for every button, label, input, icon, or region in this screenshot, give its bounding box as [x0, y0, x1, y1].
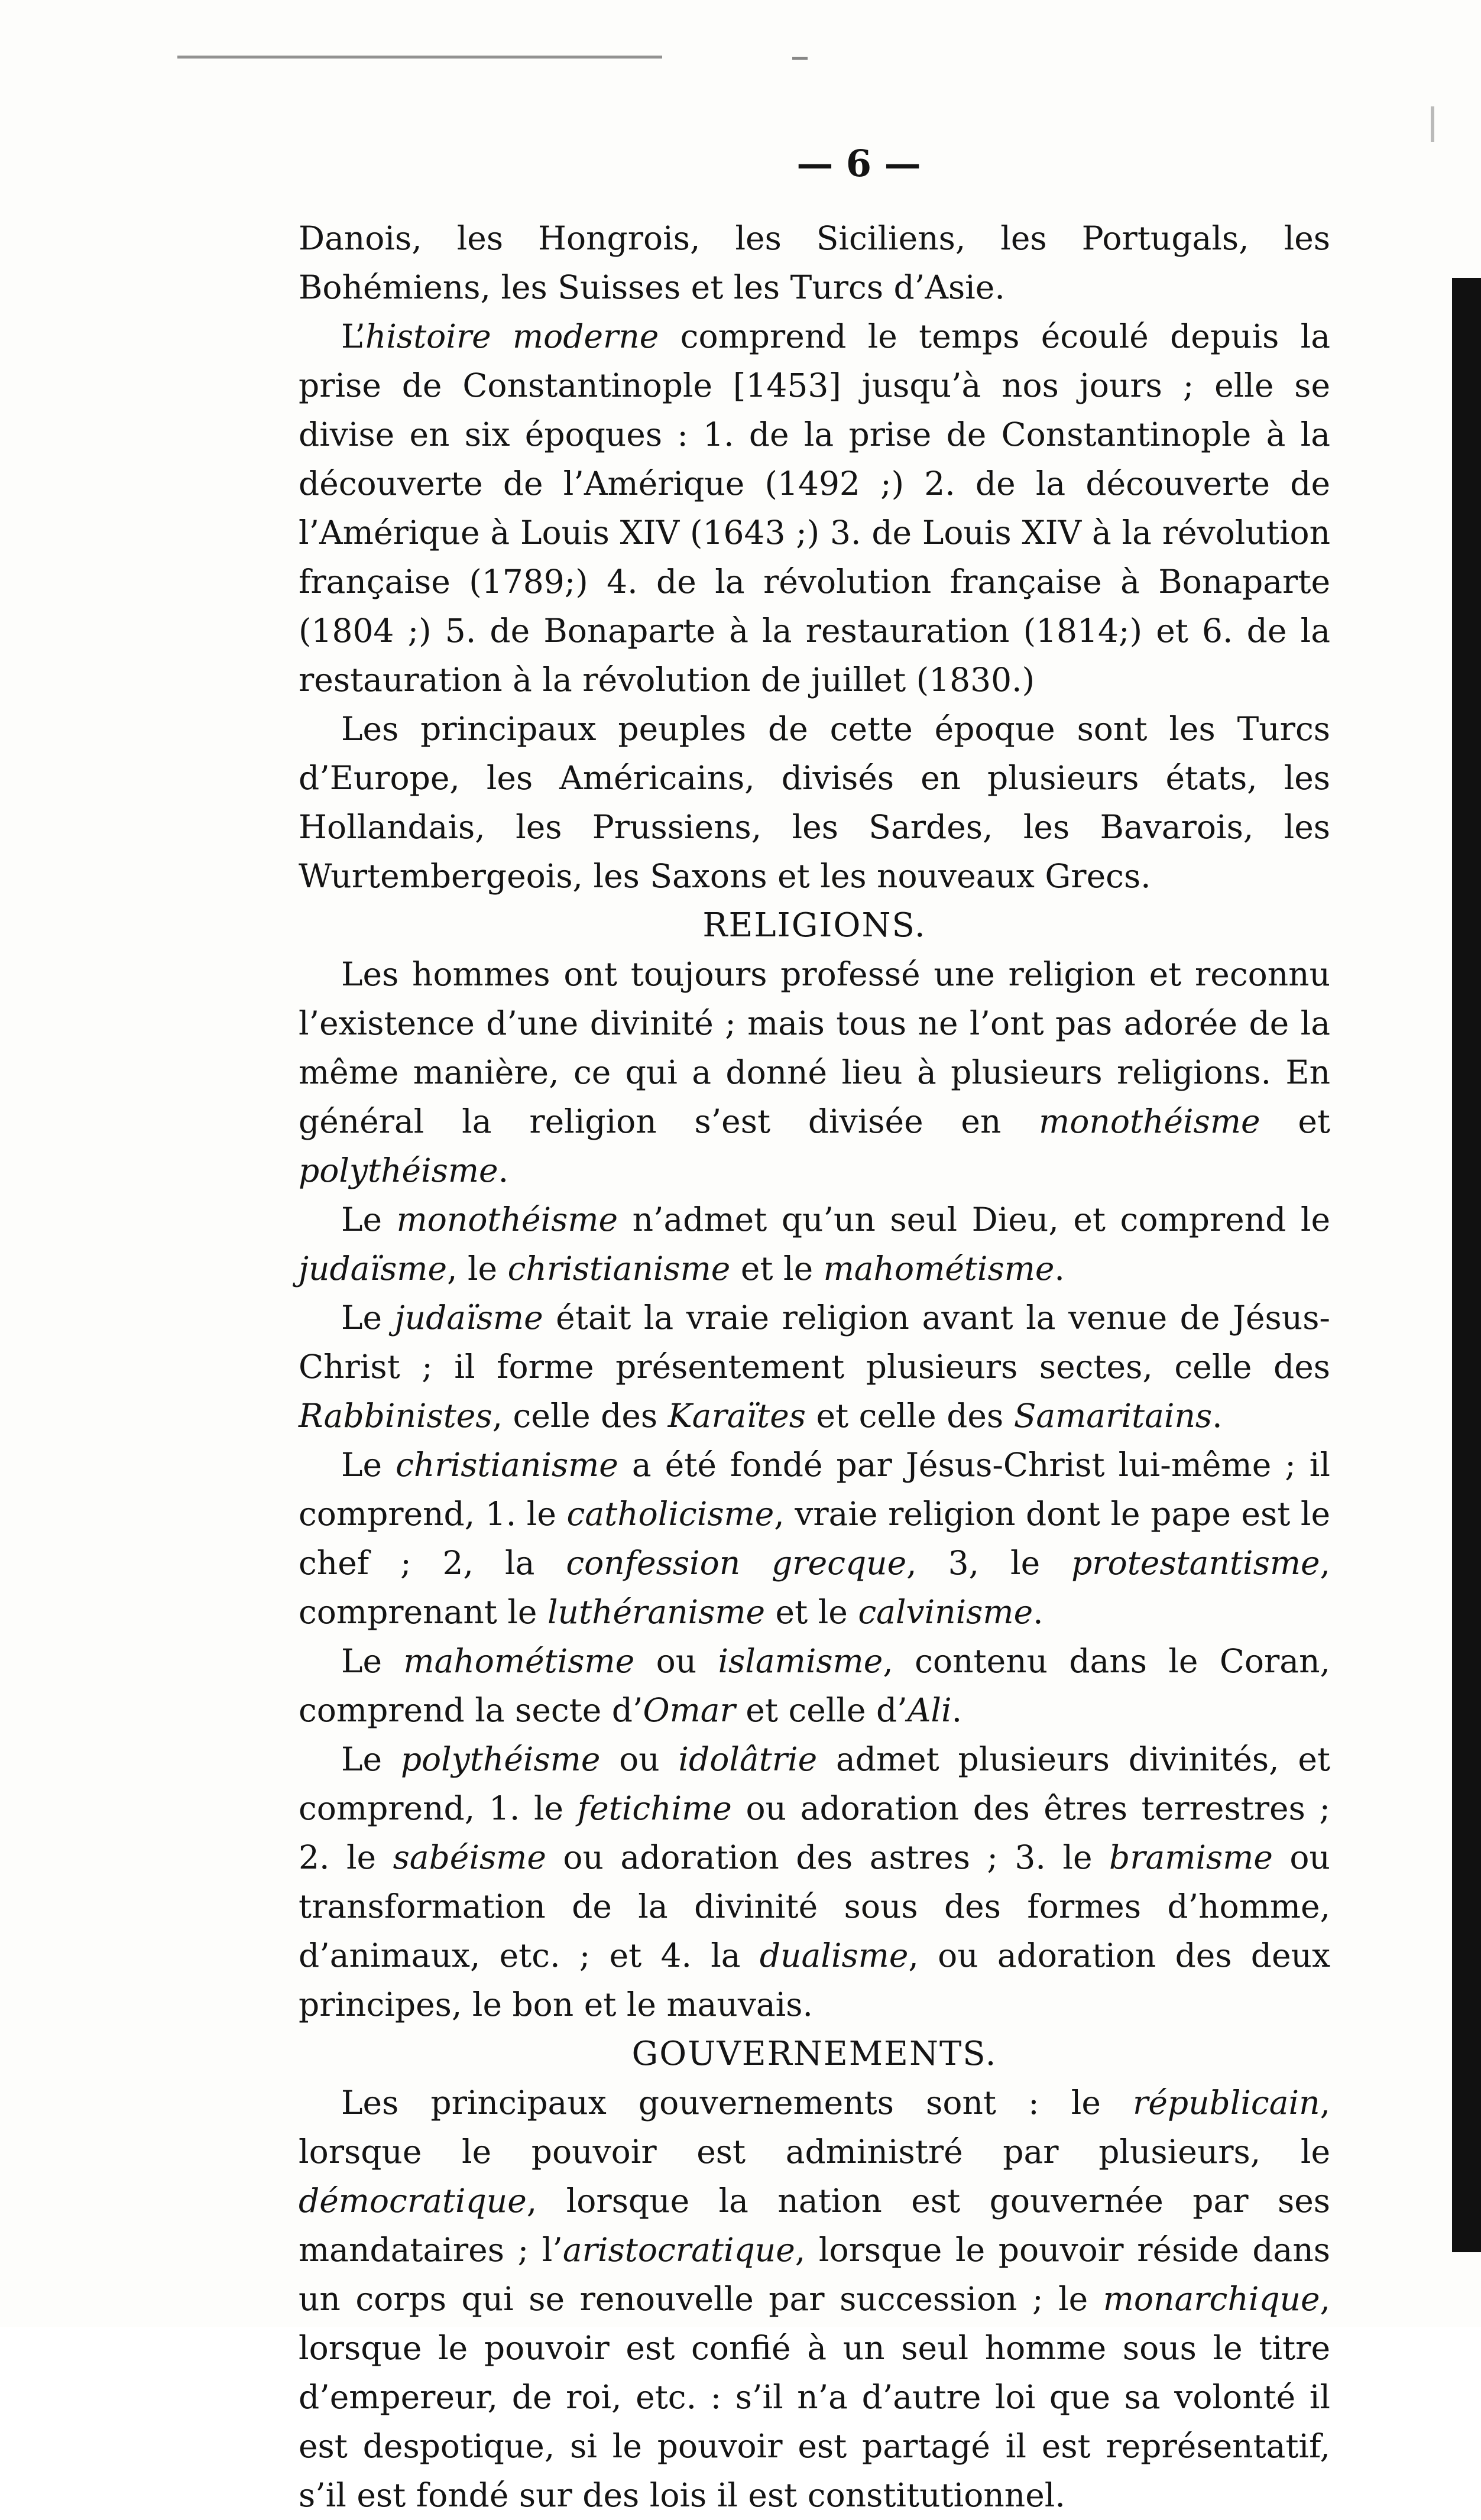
paragraph-peuples-moyen-age: Danois, les Hongrois, les Siciliens, les Portugals, les Bohémiens, les Suisses et les Turcs d’Asie.	[299, 219, 1330, 306]
heading-religions: RELIGIONS.	[702, 906, 926, 945]
paragraph-peuples-modernes: Les principaux peuples de cette époque sont les Turcs d’Europe, les Américains, divisés en plusieurs états, les Hollandais, les Prussiens, les Sardes, les Bavarois, les Wurtembergeois, les Saxons et les nouveaux Grecs.	[299, 710, 1330, 895]
top-rule	[177, 56, 662, 59]
paragraph-polytheisme: Le polythéisme ou idolâtrie admet plusieurs divinités, et comprend, 1. le fetichime ou adoration des êtres terrestres ; 2. le sabéisme ou adoration des astres ; 3. le bramisme ou transformation de la divinité sous des formes d’homme, d’animaux, etc. ; et 4. la dualisme, ou adoration des deux principes, le bon et le mauvais.	[299, 1740, 1330, 2023]
page-text	[299, 131, 1330, 2520]
paragraph-christianisme: Le christianisme a été fondé par Jésus-Christ lui-même ; il comprend, 1. le catholicisme, vraie religion dont le pape est le chef ; 2, la confession grecque, 3, le protestantisme, comprenant le luthéranisme et le calvinisme.	[299, 1446, 1331, 1631]
paragraph-judaisme: Le judaïsme était la vraie religion avant la venue de Jésus-Christ ; il forme présentement plusieurs sectes, celle des Rabbinistes, celle des Karaïtes et celle des Samaritains.	[299, 1299, 1331, 1435]
paragraph-gouvernements: Les principaux gouvernements sont : le républicain, lorsque le pouvoir est administré par plusieurs, le démocratique, lorsque la nation est gouvernée par ses mandataires ; l’aristocratique, lorsque le pouvoir réside dans un corps qui se renouvelle par succession ; le monarchique, lorsque le pouvoir est confié à un seul homme sous le titre d’empereur, de roi, etc. : s’il n’a d’autre loi que sa volonté il est despotique, si le pouvoir est partagé il est représentatif, s’il est fondé sur des lois il est constitutionnel.	[299, 2084, 1331, 2514]
top-rule-fragment	[792, 57, 808, 60]
page-number	[299, 131, 1330, 214]
paragraph-religions-intro: Les hommes ont toujours professé une religion et reconnu l’existence d’une divinité ; mais tous ne l’ont pas adorée de la même manière, ce qui a donné lieu à plusieurs religions. En général la religion s’est divisée en monothéisme et polythéisme.	[299, 955, 1330, 1189]
paragraph-histoire-moderne: L’histoire moderne comprend le temps écoulé depuis la prise de Constantinople [1453] jusqu’à nos jours ; elle se divise en six époques : 1. de la prise de Constantinople à la découverte de l’Amérique (1492 ;) 2. de la découverte de l’Amérique à Louis XIV (1643 ;) 3. de Louis XIV à la révolution française (1789;) 4. de la révolution française à Bonaparte (1804 ;) 5. de Bonaparte à la restauration (1814;) et 6. de la restauration à la révolution de juillet (1830.)	[299, 317, 1330, 699]
paragraph-mahometisme: Le mahométisme ou islamisme, contenu dans le Coran, comprend la secte d’Omar et celle d’Ali.	[299, 1642, 1330, 1729]
page-number-label: — 6 —	[796, 142, 921, 185]
scan-edge-shadow	[1452, 278, 1481, 2252]
paragraph-monotheisme: Le monothéisme n’admet qu’un seul Dieu, et comprend le judaïsme, le christianisme et le mahométisme.	[299, 1201, 1330, 1287]
heading-gouvernements: GOUVERNEMENTS.	[631, 2035, 997, 2073]
scan-speck	[1431, 106, 1434, 142]
